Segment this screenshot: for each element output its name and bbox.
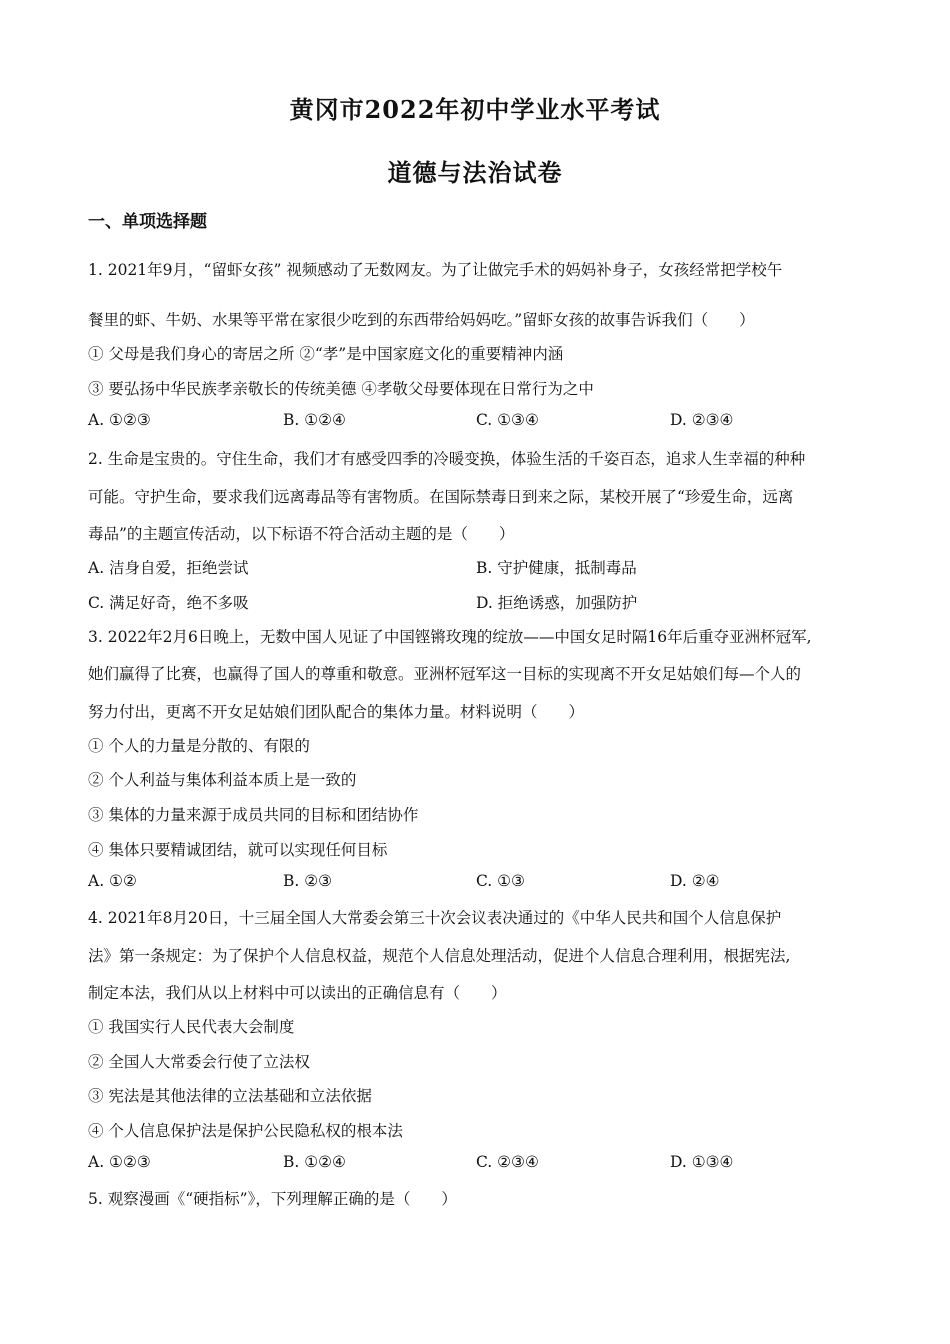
- q3-stem-line-1: 3. 2022年2月6日晚上，无数中国人见证了中国铿锵玫瑰的绽放——中国女足时隔16年后重夺亚洲杯冠军,: [88, 628, 812, 646]
- q1-option-a[interactable]: A. ①②③: [88, 411, 151, 429]
- q5-stem-line-1: 5. 观察漫画《“硬指标”》，下列理解正确的是（ ）: [88, 1190, 457, 1208]
- page-title: 黄冈市2022年初中学业水平考试: [289, 95, 661, 124]
- q2-stem-line-3: 毒品”的主题宣传活动，以下标语不符合活动主题的是（ ）: [88, 525, 515, 543]
- q4-option-d[interactable]: D. ①③④: [670, 1153, 734, 1171]
- q2-option-a[interactable]: A. 洁身自爱，拒绝尝试: [88, 559, 249, 577]
- q3-option-a[interactable]: A. ①②: [88, 872, 137, 890]
- q3-statement-1: ① 个人的力量是分散的、有限的: [88, 737, 310, 755]
- q4-statement-3: ③ 宪法是其他法律的立法基础和立法依据: [88, 1087, 372, 1105]
- q3-stem-line-2: 她们赢得了比赛，也赢得了国人的尊重和敬意。亚洲杯冠军这一目标的实现离不开女足姑娘们每—个人的: [88, 665, 802, 683]
- q4-options: [88, 1153, 868, 1175]
- q2-option-d[interactable]: D. 拒绝诱惑，加强防护: [476, 594, 638, 612]
- q4-option-b[interactable]: B. ①②④: [283, 1153, 346, 1171]
- q1-stem-line-1: 1. 2021年9月，“留虾女孩” 视频感动了无数网友。为了让做完手术的妈妈补身子，女孩经常把学校午: [88, 261, 783, 279]
- q3-statement-3: ③ 集体的力量来源于成员共同的目标和团结协作: [88, 806, 419, 824]
- q3-option-c[interactable]: C. ①③: [476, 872, 525, 890]
- q3-stem-line-3: 努力付出，更离不开女足姑娘们团队配合的集体力量。材料说明（ ）: [88, 703, 585, 721]
- q1-statement-1-2: ① 父母是我们身心的寄居之所 ②“孝”是中国家庭文化的重要精神内涵: [88, 345, 564, 363]
- q4-statement-2: ② 全国人大常委会行使了立法权: [88, 1053, 310, 1071]
- q4-stem-line-1: 4. 2021年8月20日，十三届全国人大常委会第三十次会议表决通过的《中华人民共和国个人信息保护: [88, 909, 782, 927]
- q2-option-b[interactable]: B. 守护健康，抵制毒品: [476, 559, 637, 577]
- q3-statement-2: ② 个人利益与集体利益本质上是一致的: [88, 771, 357, 789]
- q4-stem-line-3: 制定本法，我们从以上材料中可以读出的正确信息有（ ）: [88, 984, 507, 1002]
- q2-option-c[interactable]: C. 满足好奇，绝不多吸: [88, 594, 249, 612]
- q1-stem-line-2: 餐里的虾、牛奶、水果等平常在家很少吃到的东西带给妈妈吃。”留虾女孩的故事告诉我们（ ）: [88, 311, 755, 329]
- page-subtitle: 道德与法治试卷: [387, 158, 563, 187]
- q4-option-a[interactable]: A. ①②③: [88, 1153, 151, 1171]
- q2-options-row-2: [88, 591, 868, 613]
- q3-option-d[interactable]: D. ②④: [670, 872, 720, 890]
- q2-options-row-1: [88, 556, 868, 578]
- q1-statement-3-4: ③ 要弘扬中华民族孝亲敬长的传统美德 ④孝敬父母要体现在日常行为之中: [88, 380, 594, 398]
- q1-option-c[interactable]: C. ①③④: [476, 411, 539, 429]
- section-heading: 一、单项选择题: [88, 212, 207, 232]
- q1-options: [88, 411, 868, 433]
- q1-option-b[interactable]: B. ①②④: [283, 411, 346, 429]
- q3-options: [88, 872, 868, 894]
- q1-option-d[interactable]: D. ②③④: [670, 411, 734, 429]
- q4-statement-4: ④ 个人信息保护法是保护公民隐私权的根本法: [88, 1122, 403, 1140]
- q2-stem-line-2: 可能。守护生命，要求我们远离毒品等有害物质。在国际禁毒日到来之际，某校开展了“珍爱生命，远离: [88, 488, 794, 506]
- q4-statement-1: ① 我国实行人民代表大会制度: [88, 1018, 295, 1036]
- q4-stem-line-2: 法》第一条规定：为了保护个人信息权益，规范个人信息处理活动，促进个人信息合理利用，根据宪法,: [88, 947, 791, 965]
- q4-option-c[interactable]: C. ②③④: [476, 1153, 539, 1171]
- q2-stem-line-1: 2. 生命是宝贵的。守住生命，我们才有感受四季的冷暖变换，体验生活的千姿百态，追求人生幸福的种种: [88, 450, 806, 468]
- q3-option-b[interactable]: B. ②③: [283, 872, 333, 890]
- q3-statement-4: ④ 集体只要精诚团结，就可以实现任何目标: [88, 841, 388, 859]
